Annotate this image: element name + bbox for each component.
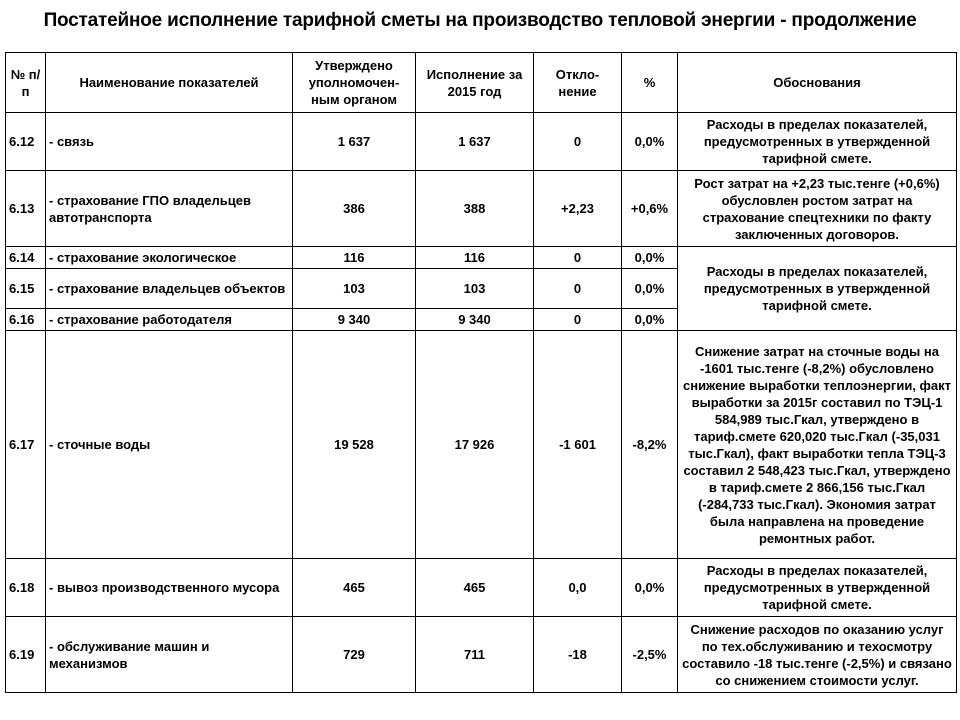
row-basis: Снижение расходов по оказанию услуг по тех.обслуживанию и техосмотру составило -18 тыс.тенге (-2,5%) и связано со снижением стоимости услуг. — [678, 617, 957, 693]
row-percent: +0,6% — [622, 171, 678, 247]
row-deviation: 0 — [534, 113, 622, 171]
header-percent: % — [622, 53, 678, 113]
row-actual: 465 — [416, 559, 534, 617]
table-row — [6, 113, 957, 171]
header-actual: Исполнение за 2015 год — [416, 53, 534, 113]
row-percent: -2,5% — [622, 617, 678, 693]
row-deviation: +2,23 — [534, 171, 622, 247]
row-deviation: -1 601 — [534, 331, 622, 559]
row-percent: 0,0% — [622, 113, 678, 171]
row-deviation: 0 — [534, 269, 622, 309]
row-name: - обслуживание машин и механизмов — [46, 617, 293, 693]
row-name: - связь — [46, 113, 293, 171]
row-num: 6.15 — [6, 269, 46, 309]
row-num: 6.14 — [6, 247, 46, 269]
row-num: 6.16 — [6, 309, 46, 331]
table-row — [6, 247, 957, 269]
row-actual: 17 926 — [416, 331, 534, 559]
row-basis: Расходы в пределах показателей, предусмотренных в утвержденной тарифной смете. — [678, 247, 957, 331]
row-approved: 19 528 — [293, 331, 416, 559]
row-actual: 116 — [416, 247, 534, 269]
row-approved: 386 — [293, 171, 416, 247]
row-name: - страхование экологическое — [46, 247, 293, 269]
row-approved: 116 — [293, 247, 416, 269]
header-deviation: Откло-нение — [534, 53, 622, 113]
row-approved: 9 340 — [293, 309, 416, 331]
row-percent: 0,0% — [622, 559, 678, 617]
header-name: Наименование показателей — [46, 53, 293, 113]
row-deviation: 0 — [534, 309, 622, 331]
row-basis: Снижение затрат на сточные воды на -1601 тыс.тенге (-8,2%) обусловлено снижение выработки теплоэнергии, факт выработки за 2015г составил по ТЭЦ-1 584,989 тыс.Гкал, утверждено в тариф.смете 620,020 тыс.Гкал (-35,031 тыс.Гкал), факт выработки тепла ТЭЦ-3 составил 2 548,423 тыс.Гкал, утверждено в тариф.смете 2 866,156 тыс.Гкал (-284,733 тыс.Гкал). Экономия затрат была направлена на проведение ремонтных работ. — [678, 331, 957, 559]
row-name: - страхование владельцев объектов — [46, 269, 293, 309]
row-percent: -8,2% — [622, 331, 678, 559]
table-row — [6, 171, 957, 247]
row-num: 6.17 — [6, 331, 46, 559]
page-title: Постатейное исполнение тарифной сметы на производство тепловой энергии - продолжение — [43, 10, 917, 31]
header-row — [6, 53, 957, 113]
row-basis: Расходы в пределах показателей, предусмотренных в утвержденной тарифной смете. — [678, 113, 957, 171]
header-basis: Обоснования — [678, 53, 957, 113]
row-name: - сточные воды — [46, 331, 293, 559]
row-name: - страхование работодателя — [46, 309, 293, 331]
row-num: 6.13 — [6, 171, 46, 247]
table-row — [6, 617, 957, 693]
row-approved: 103 — [293, 269, 416, 309]
row-percent: 0,0% — [622, 247, 678, 269]
row-actual: 103 — [416, 269, 534, 309]
row-percent: 0,0% — [622, 309, 678, 331]
row-num: 6.12 — [6, 113, 46, 171]
row-name: - вывоз производственного мусора — [46, 559, 293, 617]
row-basis: Рост затрат на +2,23 тыс.тенге (+0,6%) обусловлен ростом затрат на страхование спецтехники по факту заключенных договоров. — [678, 171, 957, 247]
row-actual: 711 — [416, 617, 534, 693]
row-actual: 9 340 — [416, 309, 534, 331]
row-deviation: 0 — [534, 247, 622, 269]
row-deviation: 0,0 — [534, 559, 622, 617]
row-approved: 1 637 — [293, 113, 416, 171]
row-num: 6.18 — [6, 559, 46, 617]
row-percent: 0,0% — [622, 269, 678, 309]
table-row — [6, 559, 957, 617]
row-num: 6.19 — [6, 617, 46, 693]
row-actual: 1 637 — [416, 113, 534, 171]
row-deviation: -18 — [534, 617, 622, 693]
row-basis: Расходы в пределах показателей, предусмотренных в утвержденной тарифной смете. — [678, 559, 957, 617]
table-row — [6, 331, 957, 559]
row-actual: 388 — [416, 171, 534, 247]
header-approved: Утверждено уполномочен-ным органом — [293, 53, 416, 113]
row-approved: 729 — [293, 617, 416, 693]
header-num: № п/п — [6, 53, 46, 113]
row-name: - страхование ГПО владельцев автотранспорта — [46, 171, 293, 247]
row-approved: 465 — [293, 559, 416, 617]
tariff-table — [5, 52, 957, 693]
